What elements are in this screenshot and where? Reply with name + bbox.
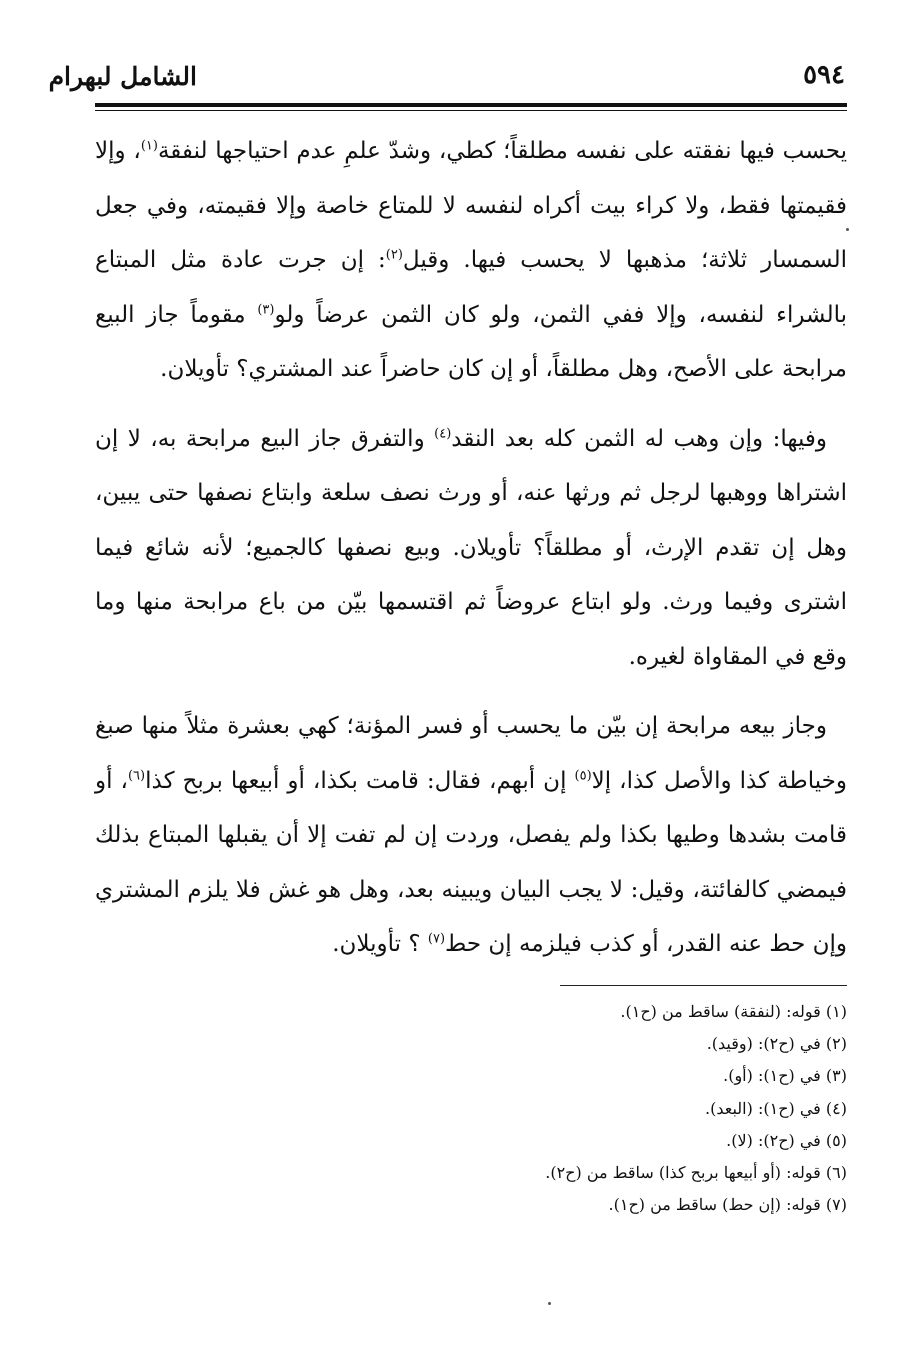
footnote-marker: (٣) [257, 301, 275, 317]
footnote-separator [560, 985, 847, 986]
footnote-2: (٢) في (ح٢): (وقيد). [706, 1034, 847, 1054]
footnote-marker: (٢) [385, 247, 403, 263]
text-segment: إن أبهم، فقال: قامت بكذا، أو أبيعها بربح كذا [145, 767, 575, 794]
paragraph-2 [95, 412, 847, 685]
footnote-7: (٧) قوله: (إن حط) ساقط من (ح١). [608, 1195, 847, 1215]
text-segment: وفيها: وإن وهب له الثمن كله بعد النقد [451, 425, 827, 452]
footnote-1: (١) قوله: (لنفقة) ساقط من (ح١). [620, 1002, 847, 1021]
text-segment: مقوماً جاز البيع مرابحة على الأصح، وهل مطلقاً، أو إن كان حاضراً عند المشتري؟ تأويلان. [95, 301, 847, 382]
footnote-marker: (٧) [427, 931, 446, 947]
text-segment: وجاز بيعه مرابحة إن بيّن ما يحسب أو فسر المؤنة؛ كهي بعشرة مثلاً منها صبغ وخياطة كذا والأصل كذا، إلا [95, 713, 848, 794]
header-rule-thin [95, 110, 847, 111]
footnotes [95, 996, 847, 1221]
page-header [48, 58, 847, 100]
footnote-marker: (٦) [127, 767, 146, 783]
text-segment: والتفرق جاز البيع مرابحة به، لا إن اشتراها ووهبها لرجل ثم ورثها عنه، أو ورث نصف سلعة وابتاع نصفها حتى يبين، وهل إن تقدم الإرث، أو مطلقاً؟ تأويلان. وبيع نصفها كالجميع؛ لأنه شائع فيما اشترى وفيما ورث. ولو ابتاع عروضاً ثم اقتسمها بيّن من باع مرابحة منها وما وقع في المقاواة لغيره. [95, 425, 847, 670]
text-segment: : إن جرت عادة مثل المبتاع بالشراء لنفسه، وإلا ففي الثمن، ولو كان الثمن عرضاً ولو [95, 247, 847, 328]
text-segment: ؟ تأويلان. [332, 931, 428, 957]
scan-speck [548, 1302, 551, 1305]
footnote-5: (٥) في (ح٢): (لا). [726, 1130, 847, 1150]
footnote-4: (٤) في (ح١): (البعد). [705, 1098, 847, 1118]
text-segment: ، أو قامت بشدها وطيها بكذا ولم يفصل، وردت إن لم تفت إلا أن يقبلها المبتاع بذلك فيمضي كالفائتة، وقيل: لا يجب البيان ويبينه بعد، وهل هو غش فلا يلزم المشتري وإن حط عنه القدر، أو كذب فيلزمه إن حط [95, 767, 847, 957]
scan-speck [846, 228, 849, 231]
header-rule-thick [95, 103, 847, 107]
main-text [95, 124, 847, 987]
footnote-marker: (١) [140, 138, 158, 154]
footnote-marker: (٥) [574, 767, 592, 783]
text-segment: يحسب فيها نفقته على نفسه مطلقاً؛ كطي، وشدّ علمِ عدم احتياجها لنفقة [157, 138, 847, 164]
text-segment: ، وإلا فقيمتها فقط، ولا كراء بيت أكراه لنفسه لا للمتاع خاصة وإلا فقيمته، وفي جعل السمسار ثلاثة؛ مذهبها لا يحسب فيها. وقيل [95, 138, 847, 273]
running-title: الشامل لبهرام [48, 62, 197, 91]
page-number: ٥٩٤ [803, 60, 845, 90]
paragraph-1 [95, 124, 847, 397]
paragraph-3 [95, 699, 847, 972]
footnote-6: (٦) قوله: (أو أبيعها بربح كذا) ساقط من (ح٢). [545, 1163, 847, 1183]
footnote-marker: (٤) [434, 425, 452, 441]
footnote-3: (٣) في (ح١): (أو). [723, 1066, 847, 1086]
